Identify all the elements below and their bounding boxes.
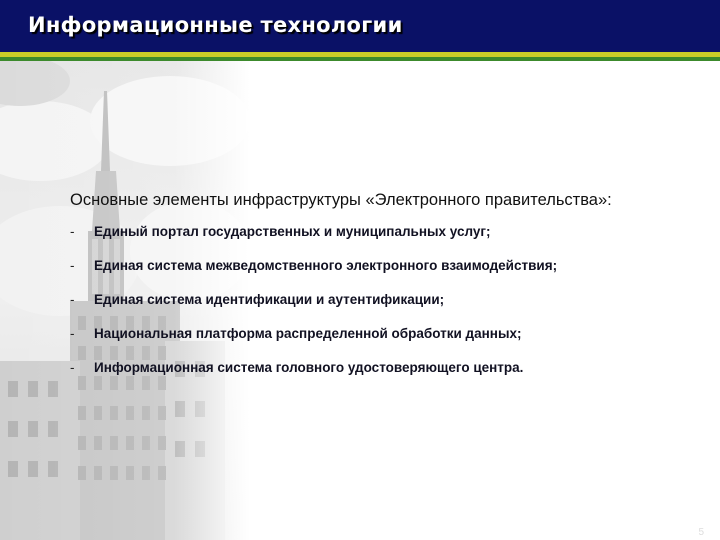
list-item-text: Национальная платформа распределенной обработки данных; [94, 326, 522, 341]
dash-bullet-icon: - [70, 292, 75, 307]
dash-bullet-icon: - [70, 360, 75, 375]
list-item-text: Единая система идентификации и аутентификации; [94, 292, 445, 307]
infrastructure-list [70, 222, 690, 392]
list-item [70, 324, 690, 358]
dash-bullet-icon: - [70, 258, 75, 273]
dash-bullet-icon: - [70, 326, 75, 341]
content-block [70, 190, 690, 392]
dash-bullet-icon: - [70, 224, 75, 239]
list-item [70, 256, 690, 290]
content-heading: Основные элементы инфраструктуры «Электронного правительства»: [70, 191, 612, 209]
list-item-text: Единый портал государственных и муниципальных услуг; [94, 224, 491, 239]
page-number: 5 [698, 527, 704, 538]
list-item [70, 290, 690, 324]
list-item-text: Информационная система головного удостоверяющего центра. [94, 360, 524, 375]
header-bar [0, 0, 720, 52]
list-item-text: Единая система межведомственного электронного взаимодействия; [94, 258, 558, 273]
slide-title: Информационные технологии [28, 13, 403, 37]
list-item [70, 358, 690, 392]
list-item [70, 222, 690, 256]
